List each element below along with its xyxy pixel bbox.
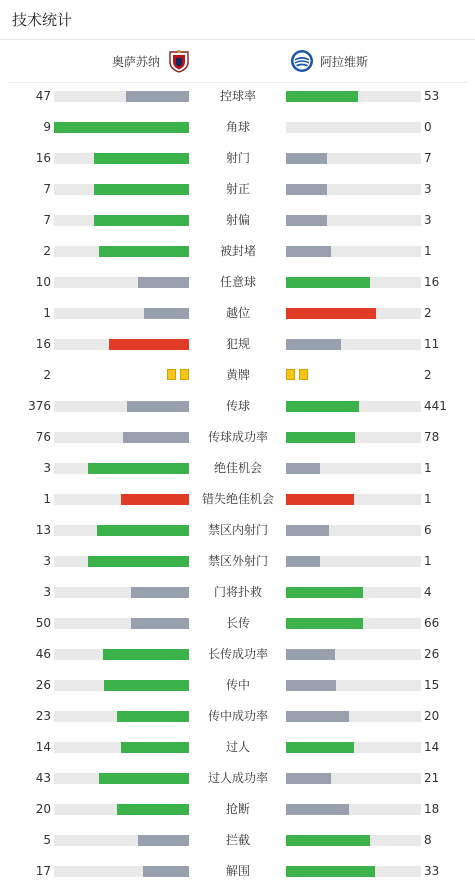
stat-label: 长传 (225, 616, 250, 630)
away-stat-bar (286, 711, 349, 722)
stat-row (0, 174, 475, 205)
stat-row (0, 484, 475, 515)
away-stat-bar (286, 153, 327, 164)
away-stat-bar (286, 649, 335, 660)
home-stat-value: 2 (43, 244, 51, 258)
away-stat-bar (286, 618, 363, 629)
home-stat-value: 10 (35, 275, 51, 289)
home-stat-value: 3 (43, 554, 51, 568)
away-stat-value: 15 (424, 678, 440, 692)
home-team[interactable] (112, 40, 190, 82)
away-stat-bar-track (286, 215, 421, 226)
home-stat-bar (103, 649, 189, 660)
away-stat-bar-track (286, 308, 421, 319)
home-stat-value: 50 (35, 616, 51, 630)
away-stat-value: 26 (424, 647, 440, 661)
home-stat-bar-track (54, 866, 189, 877)
away-stat-bar-track (286, 680, 421, 691)
away-stat-bar (286, 835, 370, 846)
home-stat-bar (99, 773, 189, 784)
away-stat-value: 1 (424, 461, 432, 475)
teams-row (8, 40, 467, 83)
away-stat-bar-track (286, 463, 421, 474)
away-stat-value: 33 (424, 864, 440, 878)
away-stat-value: 2 (424, 368, 432, 382)
stat-label: 任意球 (219, 275, 256, 289)
away-stat-value: 441 (424, 399, 447, 413)
stat-label: 射门 (225, 151, 250, 165)
stats-list (0, 81, 475, 887)
yellow-card-icon (167, 369, 176, 380)
stat-label: 绝佳机会 (213, 461, 262, 475)
away-stat-bar-track (286, 556, 421, 567)
stat-label: 门将扑救 (213, 585, 262, 599)
away-team-name: 阿拉维斯 (320, 54, 369, 69)
stat-label: 长传成功率 (207, 647, 268, 661)
away-stat-value: 78 (424, 430, 440, 444)
away-stat-value: 4 (424, 585, 432, 599)
yellow-card-icon (286, 369, 295, 380)
stat-label: 射偏 (225, 213, 250, 227)
stat-row (0, 515, 475, 546)
stat-row (0, 701, 475, 732)
away-stat-value: 3 (424, 182, 432, 196)
home-stat-bar-track (54, 804, 189, 815)
stat-row (0, 670, 475, 701)
stat-label: 拦截 (225, 833, 250, 847)
home-stat-bar (99, 246, 189, 257)
home-stat-bar (121, 742, 189, 753)
home-stat-value: 1 (43, 492, 51, 506)
home-stat-bar-track (54, 153, 189, 164)
away-stat-bar-track (286, 804, 421, 815)
stat-row (0, 360, 475, 391)
home-stat-value: 23 (35, 709, 51, 723)
home-stat-bar (88, 463, 189, 474)
home-stat-bar-track (54, 246, 189, 257)
away-stat-bar (286, 277, 370, 288)
home-stat-bar-track (54, 649, 189, 660)
away-stat-bar (286, 556, 320, 567)
home-stat-bar (121, 494, 189, 505)
away-stat-bar (286, 463, 320, 474)
stat-label: 传球成功率 (207, 430, 268, 444)
stat-row (0, 112, 475, 143)
stat-row (0, 546, 475, 577)
home-stat-bar-track (54, 339, 189, 350)
alaves-crest-icon (290, 49, 312, 73)
stat-label: 过人成功率 (207, 771, 268, 785)
stat-row (0, 391, 475, 422)
home-stat-bar (97, 525, 189, 536)
away-stat-value: 0 (424, 120, 432, 134)
away-stat-value: 1 (424, 492, 432, 506)
home-stat-value: 16 (35, 151, 51, 165)
away-stat-bar-track (286, 432, 421, 443)
stat-label: 过人 (225, 740, 250, 754)
home-stat-value: 26 (35, 678, 51, 692)
home-stat-value: 7 (43, 182, 51, 196)
away-stat-value: 6 (424, 523, 432, 537)
home-team-name: 奥萨苏纳 (112, 54, 161, 69)
stat-row (0, 732, 475, 763)
stat-label: 传中 (225, 678, 250, 692)
stat-label: 错失绝佳机会 (201, 492, 274, 506)
stat-label: 被封堵 (219, 244, 256, 258)
home-stat-value: 20 (35, 802, 51, 816)
stat-label: 传球 (225, 399, 250, 413)
stat-row (0, 329, 475, 360)
away-stat-value: 11 (424, 337, 440, 351)
home-stat-bar-track (54, 215, 189, 226)
home-stat-bar-track (54, 835, 189, 846)
away-stat-value: 2 (424, 306, 432, 320)
stat-label: 控球率 (219, 89, 256, 103)
home-stat-bar (88, 556, 189, 567)
away-stat-value: 16 (424, 275, 440, 289)
away-stat-value: 20 (424, 709, 440, 723)
home-stat-bar (131, 618, 189, 629)
away-stat-value: 1 (424, 554, 432, 568)
away-stat-bar-track (286, 246, 421, 257)
away-stat-bar-track (286, 184, 421, 195)
away-stat-bar (286, 494, 354, 505)
away-stat-value: 53 (424, 89, 440, 103)
home-stat-bar (117, 711, 189, 722)
yellow-card-icon (299, 369, 308, 380)
away-stat-bar-track (286, 525, 421, 536)
away-stat-bar-track (286, 866, 421, 877)
stat-label: 传中成功率 (207, 709, 268, 723)
stat-row (0, 236, 475, 267)
home-stat-value: 46 (35, 647, 51, 661)
away-stat-bar-track (286, 277, 421, 288)
away-stat-bar-track (286, 122, 421, 133)
away-stat-bar-track (286, 835, 421, 846)
home-stat-bar (117, 804, 189, 815)
away-stat-bar (286, 866, 375, 877)
away-stat-value: 7 (424, 151, 432, 165)
osasuna-crest-icon (168, 49, 190, 73)
home-stat-value: 376 (28, 399, 51, 413)
home-stat-bar-track (54, 587, 189, 598)
away-stat-value: 1 (424, 244, 432, 258)
stat-row (0, 143, 475, 174)
home-stat-value: 2 (43, 368, 51, 382)
home-yellow-cards (167, 369, 189, 380)
stat-row (0, 205, 475, 236)
home-stat-bar-track (54, 122, 189, 133)
away-team[interactable] (290, 40, 368, 82)
home-stat-bar (144, 308, 189, 319)
stat-label: 抢断 (225, 802, 250, 816)
away-stat-value: 3 (424, 213, 432, 227)
stat-row (0, 856, 475, 887)
home-stat-value: 14 (35, 740, 51, 754)
page-title: 技术统计 (12, 11, 73, 29)
away-stat-bar-track (286, 711, 421, 722)
home-stat-bar-track (54, 773, 189, 784)
away-stat-bar-track (286, 91, 421, 102)
away-stat-value: 66 (424, 616, 440, 630)
stat-row (0, 639, 475, 670)
home-stat-bar (104, 680, 189, 691)
away-stat-bar (286, 215, 327, 226)
away-stat-bar-track (286, 618, 421, 629)
stat-row (0, 453, 475, 484)
home-stat-bar (54, 122, 189, 133)
stat-row (0, 577, 475, 608)
away-stat-bar-track (286, 742, 421, 753)
away-stat-bar (286, 804, 349, 815)
home-stat-value: 13 (35, 523, 51, 537)
stat-label: 黄牌 (225, 368, 250, 382)
home-stat-bar-track (54, 494, 189, 505)
stat-label: 禁区外射门 (207, 554, 268, 568)
home-stat-bar-track (54, 308, 189, 319)
away-stat-value: 18 (424, 802, 440, 816)
away-stat-bar-track (286, 494, 421, 505)
home-stat-bar (94, 215, 189, 226)
away-stat-bar-track (286, 649, 421, 660)
home-stat-value: 3 (43, 585, 51, 599)
home-stat-bar-track (54, 91, 189, 102)
stat-row (0, 267, 475, 298)
away-stat-value: 14 (424, 740, 440, 754)
stat-label: 射正 (225, 182, 250, 196)
home-stat-bar-track (54, 432, 189, 443)
away-stat-bar (286, 587, 363, 598)
home-stat-bar (131, 587, 189, 598)
away-yellow-cards (286, 369, 308, 380)
home-stat-value: 17 (35, 864, 51, 878)
away-stat-bar-track (286, 587, 421, 598)
stat-row (0, 81, 475, 112)
away-stat-bar (286, 680, 336, 691)
away-stat-bar-track (286, 773, 421, 784)
away-stat-bar (286, 339, 341, 350)
away-stat-bar (286, 401, 359, 412)
home-stat-bar-track (54, 277, 189, 288)
away-stat-bar-track (286, 401, 421, 412)
home-stat-bar-track (54, 556, 189, 567)
home-stat-bar (94, 153, 189, 164)
stat-label: 解围 (225, 864, 250, 878)
home-stat-bar-track (54, 401, 189, 412)
away-stat-value: 8 (424, 833, 432, 847)
away-stat-bar (286, 432, 355, 443)
header (0, 0, 475, 40)
away-stat-bar (286, 91, 358, 102)
home-stat-value: 43 (35, 771, 51, 785)
away-stat-bar (286, 246, 331, 257)
away-stat-bar (286, 525, 329, 536)
home-stat-bar (138, 277, 189, 288)
away-stat-bar (286, 308, 376, 319)
stat-row (0, 763, 475, 794)
away-stat-bar (286, 773, 331, 784)
away-stat-bar (286, 742, 354, 753)
home-stat-value: 7 (43, 213, 51, 227)
away-stat-value: 21 (424, 771, 440, 785)
away-stat-bar-track (286, 339, 421, 350)
stat-row (0, 794, 475, 825)
yellow-card-icon (180, 369, 189, 380)
home-stat-bar (123, 432, 189, 443)
home-stat-value: 5 (43, 833, 51, 847)
home-stat-value: 3 (43, 461, 51, 475)
home-stat-bar-track (54, 711, 189, 722)
stat-row (0, 422, 475, 453)
stat-label: 犯规 (225, 337, 250, 351)
home-stat-value: 1 (43, 306, 51, 320)
home-stat-value: 47 (35, 89, 51, 103)
stat-row (0, 298, 475, 329)
home-stat-bar (138, 835, 189, 846)
home-stat-bar-track (54, 680, 189, 691)
home-stat-value: 9 (43, 120, 51, 134)
home-stat-bar-track (54, 525, 189, 536)
stat-row (0, 825, 475, 856)
stat-label: 角球 (225, 120, 250, 134)
stat-label: 禁区内射门 (207, 523, 268, 537)
home-stat-bar (143, 866, 189, 877)
home-stat-value: 76 (35, 430, 51, 444)
home-stat-bar-track (54, 618, 189, 629)
home-stat-bar (94, 184, 189, 195)
home-stat-bar (127, 401, 189, 412)
away-stat-bar (286, 184, 327, 195)
home-stat-bar (109, 339, 189, 350)
stat-label: 越位 (225, 306, 250, 320)
home-stat-bar-track (54, 184, 189, 195)
home-stat-bar (126, 91, 189, 102)
away-stat-bar-track (286, 153, 421, 164)
home-stat-value: 16 (35, 337, 51, 351)
stat-row (0, 608, 475, 639)
home-stat-bar-track (54, 463, 189, 474)
home-stat-bar-track (54, 742, 189, 753)
